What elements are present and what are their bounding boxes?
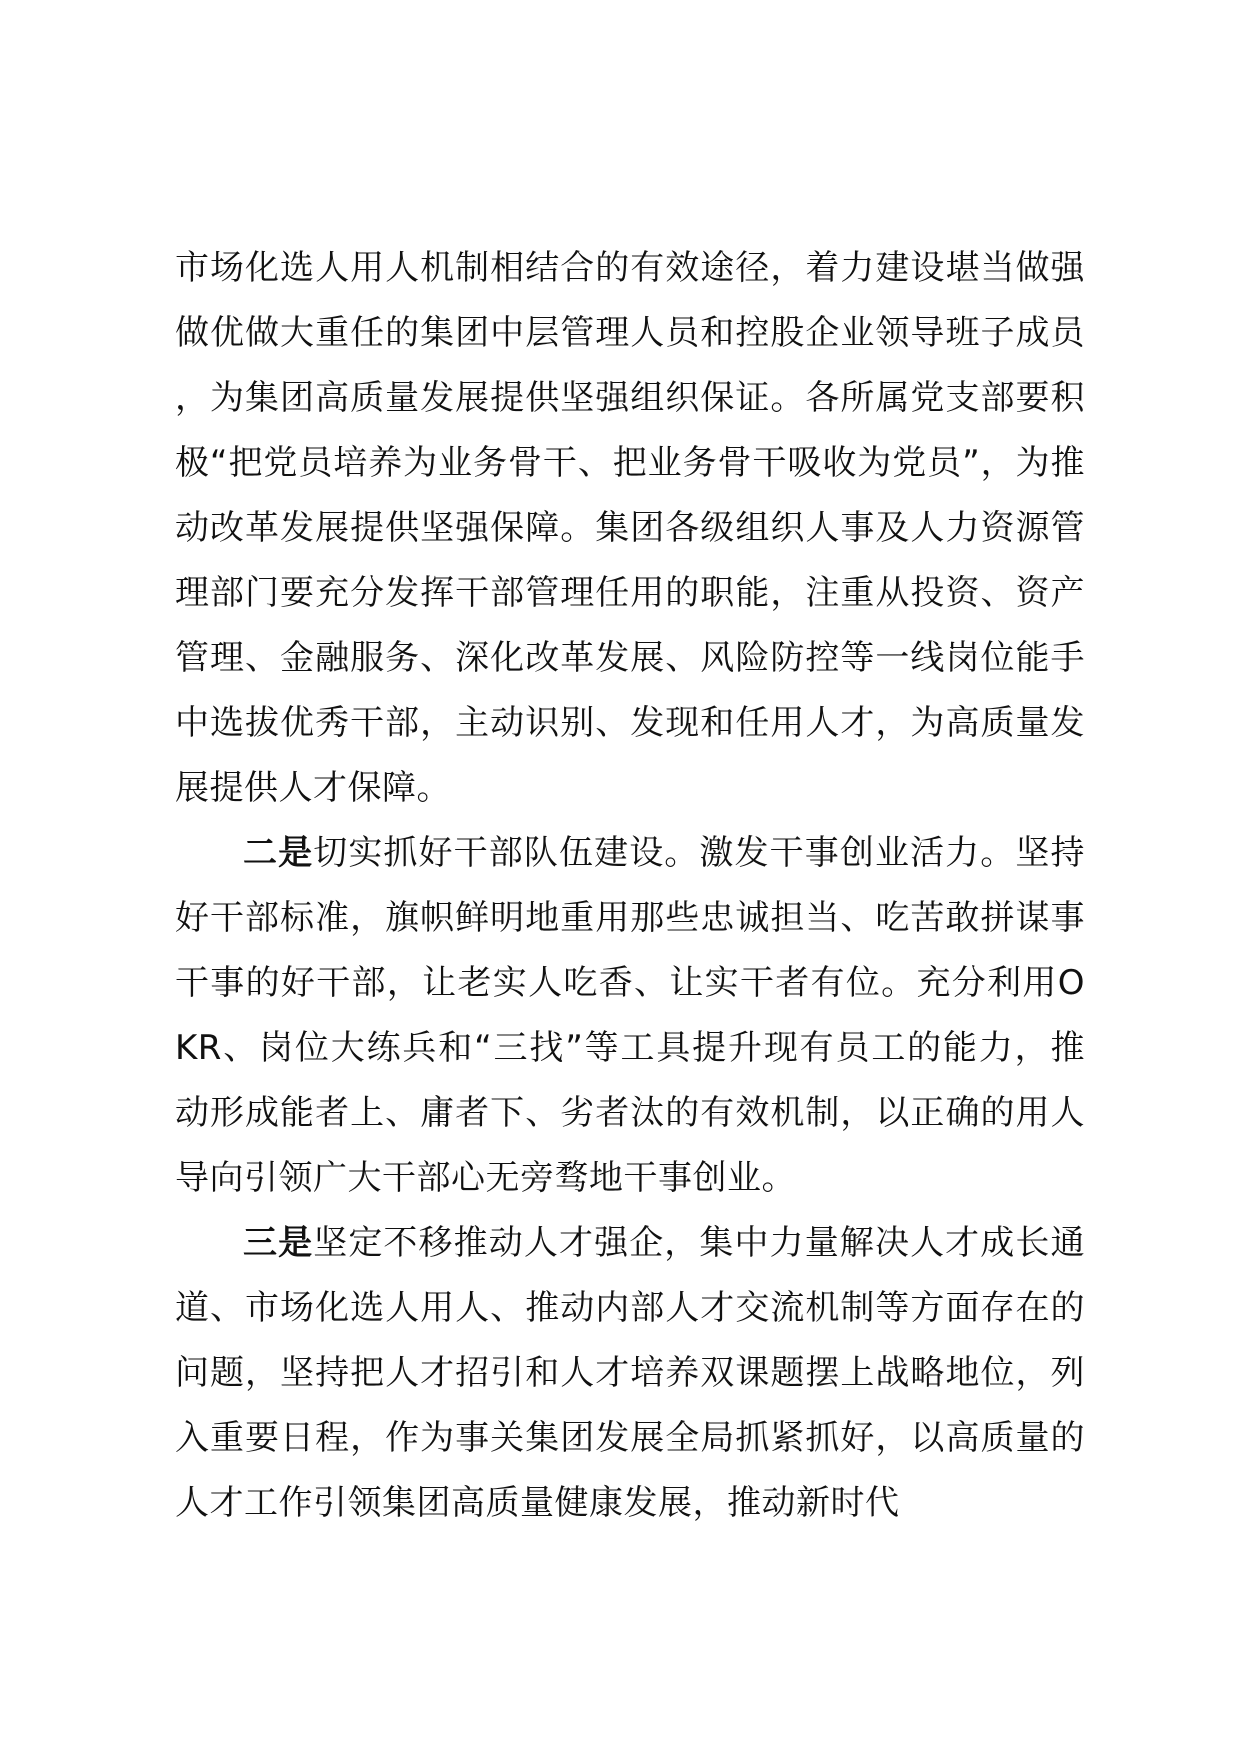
paragraph-2-text: 切实抓好干部队伍建设。激发干事创业活力。坚持好干部标准，旗帜鲜明地重用那些忠诚担当、吃苦敢拼谋事干事的好干部，让老实人吃香、让实干者有位。充分利用OKR、岗位大练兵和“三找”等工具提升现有员工的能力，推动形成能者上、庸者下、劣者汰的有效机制，以正确的用人导向引领广大干部心无旁骛地干事创业。 xyxy=(175,833,1085,1198)
paragraph-3-lead: 三是 xyxy=(243,1223,314,1263)
body-text xyxy=(175,236,1085,1536)
paragraph-3-text: 坚定不移推动人才强企，集中力量解决人才成长通道、市场化选人用人、推动内部人才交流机制等方面存在的问题，坚持把人才招引和人才培养双课题摆上战略地位，列入重要日程，作为事关集团发展全局抓紧抓好，以高质量的人才工作引领集团高质量健康发展，推动新时代 xyxy=(175,1223,1085,1523)
paragraph-1-text: 市场化选人用人机制相结合的有效途径，着力建设堪当做强做优做大重任的集团中层管理人员和控股企业领导班子成员，为集团高质量发展提供坚强组织保证。各所属党支部要积极“把党员培养为业务骨干、把业务骨干吸收为党员”，为推动改革发展提供坚强保障。集团各级组织人事及人力资源管理部门要充分发挥干部管理任用的职能，注重从投资、资产管理、金融服务、深化改革发展、风险防控等一线岗位能手中选拔优秀干部，主动识别、发现和任用人才，为高质量发展提供人才保障。 xyxy=(175,248,1085,808)
paragraph-1 xyxy=(175,236,1085,821)
paragraph-2 xyxy=(175,821,1085,1211)
paragraph-2-lead: 二是 xyxy=(243,833,314,873)
paragraph-3 xyxy=(175,1211,1085,1536)
